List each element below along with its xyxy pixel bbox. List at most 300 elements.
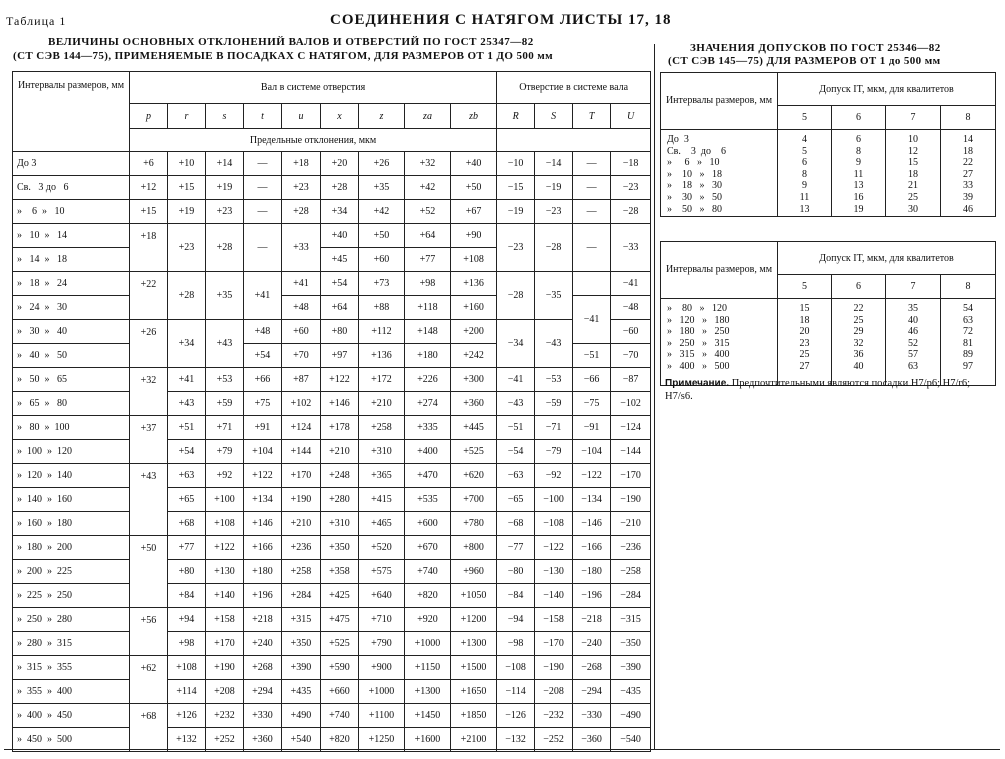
cell-u: +70 (282, 344, 321, 368)
column-header-U: U (611, 104, 651, 129)
cell-r: +68 (168, 512, 206, 536)
cell-zb: +136 (451, 272, 497, 296)
tolerance-value: 27 (799, 360, 810, 372)
cell-z: +1100 (359, 704, 405, 728)
cell-za: +274 (405, 392, 451, 416)
cell-S: −43 (535, 320, 573, 368)
cell-r: +54 (168, 440, 206, 464)
cell-x: +740 (321, 704, 359, 728)
cell-zb: +2100 (451, 728, 497, 752)
cell-za: +64 (405, 224, 451, 248)
cell-za: +98 (405, 272, 451, 296)
row-range: » 225 » 250 (13, 584, 130, 608)
cell-r: +41 (168, 368, 206, 392)
cell-u: +23 (282, 176, 321, 200)
cell-S: −252 (535, 728, 573, 752)
tolerance-column-6 (832, 299, 886, 386)
cell-zb: +90 (451, 224, 497, 248)
cell-s: +208 (206, 680, 244, 704)
cell-T: — (573, 200, 611, 224)
cell-p: +62 (130, 656, 168, 704)
cell-R: −28 (497, 272, 535, 320)
cell-t: +134 (244, 488, 282, 512)
cell-R: −80 (497, 560, 535, 584)
cell-x: +425 (321, 584, 359, 608)
tolerance-value: 39 (963, 191, 973, 203)
cell-S: −232 (535, 704, 573, 728)
row-range: » 80 » 100 (13, 416, 130, 440)
cell-R: −132 (497, 728, 535, 752)
cell-S: −158 (535, 608, 573, 632)
cell-S: −71 (535, 416, 573, 440)
cell-z: +310 (359, 440, 405, 464)
cell-u: +210 (282, 512, 321, 536)
column-header-T: T (573, 104, 611, 129)
cell-s: +190 (206, 656, 244, 680)
grade-7: 7 (886, 275, 941, 299)
column-header-z: z (359, 104, 405, 129)
cell-z: +112 (359, 320, 405, 344)
tolerance-value: 81 (963, 337, 973, 349)
cell-za: +77 (405, 248, 451, 272)
cell-u: +18 (282, 152, 321, 176)
cell-u: +48 (282, 296, 321, 320)
tolerance-value: 16 (853, 191, 864, 203)
cell-zb: +780 (451, 512, 497, 536)
cell-T: −240 (573, 632, 611, 656)
cell-U: −144 (611, 440, 651, 464)
cell-z: +258 (359, 416, 405, 440)
cell-zb: +1650 (451, 680, 497, 704)
cell-s: +158 (206, 608, 244, 632)
tolerance-value: 9 (856, 157, 861, 169)
cell-za: +180 (405, 344, 451, 368)
cell-s: +79 (206, 440, 244, 464)
cell-s: +100 (206, 488, 244, 512)
tolerance-value: 22 (963, 157, 973, 169)
cell-r: +126 (168, 704, 206, 728)
cell-U: −315 (611, 608, 651, 632)
cell-z: +73 (359, 272, 405, 296)
cell-R: −43 (497, 392, 535, 416)
tolerance-value: 89 (963, 349, 973, 361)
column-header-p: p (130, 104, 168, 129)
tolerance-column-8 (941, 130, 996, 217)
cell-T: −360 (573, 728, 611, 752)
cell-R: −63 (497, 464, 535, 488)
cell-z: +172 (359, 368, 405, 392)
row-range: » 24 » 30 (13, 296, 130, 320)
cell-z: +42 (359, 200, 405, 224)
cell-x: +146 (321, 392, 359, 416)
shaft-system-header: Вал в системе отверстия (130, 72, 497, 104)
tolerance-value: 25 (908, 191, 918, 203)
row-range: » 18 » 24 (13, 272, 130, 296)
cell-u: +490 (282, 704, 321, 728)
tolerance-column-7 (886, 130, 941, 217)
cell-U: −210 (611, 512, 651, 536)
row-range: » 180 » 200 (13, 536, 130, 560)
cell-t: — (244, 152, 282, 176)
cell-U: −41 (611, 272, 651, 296)
tolerance-value: 63 (963, 314, 973, 326)
cell-U: −350 (611, 632, 651, 656)
tolerance-value: 12 (908, 145, 918, 157)
cell-t: +66 (244, 368, 282, 392)
cell-U: −170 (611, 464, 651, 488)
cell-za: +1150 (405, 656, 451, 680)
cell-r: +28 (168, 272, 206, 320)
cell-R: −126 (497, 704, 535, 728)
cell-zb: +1050 (451, 584, 497, 608)
cell-z: +35 (359, 176, 405, 200)
cell-zb: +108 (451, 248, 497, 272)
cell-T: −122 (573, 464, 611, 488)
cell-zb: +620 (451, 464, 497, 488)
cell-S: −140 (535, 584, 573, 608)
cell-U: −87 (611, 368, 651, 392)
cell-T: −134 (573, 488, 611, 512)
cell-s: +170 (206, 632, 244, 656)
cell-zb: +525 (451, 440, 497, 464)
cell-s: +53 (206, 368, 244, 392)
cell-T: −146 (573, 512, 611, 536)
cell-x: +350 (321, 536, 359, 560)
tolerance-value: 6 (802, 157, 807, 169)
cell-za: +32 (405, 152, 451, 176)
cell-r: +98 (168, 632, 206, 656)
cell-zb: +445 (451, 416, 497, 440)
cell-za: +470 (405, 464, 451, 488)
tolerance-value: 40 (853, 360, 864, 372)
cell-za: +1000 (405, 632, 451, 656)
cell-R: −54 (497, 440, 535, 464)
row-range: » 315 » 355 (13, 656, 130, 680)
tolerance-value: 18 (908, 168, 918, 180)
tolerance-value: 57 (908, 349, 918, 361)
cell-t: +54 (244, 344, 282, 368)
cell-z: +710 (359, 608, 405, 632)
cell-u: +350 (282, 632, 321, 656)
cell-r: +84 (168, 584, 206, 608)
cell-U: −28 (611, 200, 651, 224)
cell-U: −236 (611, 536, 651, 560)
cell-za: +52 (405, 200, 451, 224)
cell-T: −196 (573, 584, 611, 608)
cell-x: +820 (321, 728, 359, 752)
cell-z: +640 (359, 584, 405, 608)
tolerance-value: 5 (802, 145, 807, 157)
cell-u: +28 (282, 200, 321, 224)
intervals-header: Интервалы размеров, мм (661, 73, 778, 130)
cell-za: +335 (405, 416, 451, 440)
cell-U: −23 (611, 176, 651, 200)
cell-z: +465 (359, 512, 405, 536)
row-range: » 250 » 280 (13, 608, 130, 632)
cell-zb: +700 (451, 488, 497, 512)
row-range: » 160 » 180 (13, 512, 130, 536)
tolerance-value: 35 (908, 303, 918, 314)
row-range: » 65 » 80 (13, 392, 130, 416)
cell-T: −218 (573, 608, 611, 632)
tolerance-value: 11 (853, 168, 864, 180)
cell-T (573, 272, 611, 296)
row-range: » 14 » 18 (13, 248, 130, 272)
cell-U: −435 (611, 680, 651, 704)
cell-za: +600 (405, 512, 451, 536)
row-range: » 50 » 65 (13, 368, 130, 392)
cell-R: −114 (497, 680, 535, 704)
tolerance-value: 40 (908, 314, 918, 326)
cell-s: +71 (206, 416, 244, 440)
tolerance-value: 29 (853, 326, 864, 338)
cell-s: +19 (206, 176, 244, 200)
cell-t: +122 (244, 464, 282, 488)
column-header-x: x (321, 104, 359, 129)
cell-R: −10 (497, 152, 535, 176)
cell-zb: +50 (451, 176, 497, 200)
cell-x: +358 (321, 560, 359, 584)
cell-U: −33 (611, 224, 651, 272)
cell-za: +920 (405, 608, 451, 632)
tolerance-value: 25 (853, 314, 864, 326)
cell-zb: +1200 (451, 608, 497, 632)
cell-t: — (244, 224, 282, 272)
tolerance-table-1 (660, 72, 996, 217)
cell-t: +240 (244, 632, 282, 656)
cell-S: −92 (535, 464, 573, 488)
cell-T: −294 (573, 680, 611, 704)
cell-x: +475 (321, 608, 359, 632)
cell-u: +41 (282, 272, 321, 296)
cell-zb: +1850 (451, 704, 497, 728)
range-list (661, 130, 778, 217)
bottom-border (4, 749, 1000, 750)
grade-7: 7 (886, 106, 941, 130)
row-range: » 100 » 120 (13, 440, 130, 464)
cell-u: +144 (282, 440, 321, 464)
cell-S: −35 (535, 272, 573, 320)
cell-z: +210 (359, 392, 405, 416)
cell-z: +1000 (359, 680, 405, 704)
tolerance-value: 9 (802, 180, 807, 192)
deviations-header-blank (497, 129, 651, 152)
cell-s: +232 (206, 704, 244, 728)
column-header-u: u (282, 104, 321, 129)
cell-x: +280 (321, 488, 359, 512)
row-range: » 355 » 400 (13, 680, 130, 704)
tolerance-value: 8 (856, 145, 861, 157)
cell-T: −75 (573, 392, 611, 416)
cell-za: +740 (405, 560, 451, 584)
tolerance-value: 22 (853, 303, 864, 314)
cell-r: +34 (168, 320, 206, 368)
grade-5: 5 (778, 106, 832, 130)
cell-x: +40 (321, 224, 359, 248)
cell-r: +10 (168, 152, 206, 176)
cell-U: −490 (611, 704, 651, 728)
cell-x: +97 (321, 344, 359, 368)
tolerance-value: 4 (802, 134, 807, 145)
range-item: » 80 » 120 (667, 303, 727, 314)
cell-T: −51 (573, 344, 611, 368)
tolerance-value: 30 (908, 203, 918, 215)
cell-zb: +242 (451, 344, 497, 368)
cell-u: +390 (282, 656, 321, 680)
column-header-s: s (206, 104, 244, 129)
cell-U: −124 (611, 416, 651, 440)
cell-s: +252 (206, 728, 244, 752)
row-range: » 6 » 10 (13, 200, 130, 224)
cell-t: +180 (244, 560, 282, 584)
cell-T: −180 (573, 560, 611, 584)
cell-S: −122 (535, 536, 573, 560)
cell-t: — (244, 176, 282, 200)
tolerance-value: 15 (799, 303, 810, 314)
note-label: Примечание. (665, 378, 730, 389)
cell-U: −48 (611, 296, 651, 320)
cell-p: +32 (130, 368, 168, 416)
cell-za: +42 (405, 176, 451, 200)
cell-z: +60 (359, 248, 405, 272)
cell-U: −540 (611, 728, 651, 752)
cell-zb: +40 (451, 152, 497, 176)
cell-S: −108 (535, 512, 573, 536)
cell-T: −104 (573, 440, 611, 464)
cell-z: +900 (359, 656, 405, 680)
cell-za: +226 (405, 368, 451, 392)
cell-u: +124 (282, 416, 321, 440)
row-range: » 140 » 160 (13, 488, 130, 512)
cell-t: +91 (244, 416, 282, 440)
range-item: » 180 » 250 (667, 326, 730, 338)
tolerance-value: 54 (963, 303, 973, 314)
cell-u: +33 (282, 224, 321, 272)
cell-s: +92 (206, 464, 244, 488)
tolerance-value: 8 (802, 168, 807, 180)
cell-t: +330 (244, 704, 282, 728)
range-item: » 18 » 30 (667, 180, 722, 192)
cell-T: — (573, 152, 611, 176)
grade-8: 8 (941, 275, 996, 299)
cell-r: +63 (168, 464, 206, 488)
cell-x: +178 (321, 416, 359, 440)
cell-U: −70 (611, 344, 651, 368)
cell-u: +60 (282, 320, 321, 344)
cell-p: +26 (130, 320, 168, 368)
row-range: » 120 » 140 (13, 464, 130, 488)
cell-zb: +800 (451, 536, 497, 560)
cell-z: +575 (359, 560, 405, 584)
tolerance-value: 15 (908, 157, 918, 169)
range-item: » 6 » 10 (667, 157, 720, 169)
range-list (661, 299, 778, 386)
cell-zb: +360 (451, 392, 497, 416)
cell-za: +118 (405, 296, 451, 320)
grade-5: 5 (778, 275, 832, 299)
cell-r: +77 (168, 536, 206, 560)
cell-za: +400 (405, 440, 451, 464)
cell-t: +218 (244, 608, 282, 632)
cell-T: −166 (573, 536, 611, 560)
cell-S: −190 (535, 656, 573, 680)
cell-u: +315 (282, 608, 321, 632)
cell-R: −77 (497, 536, 535, 560)
cell-T: — (573, 224, 611, 272)
tolerance-value: 25 (799, 349, 810, 361)
cell-T: −91 (573, 416, 611, 440)
cell-u: +102 (282, 392, 321, 416)
cell-r: +51 (168, 416, 206, 440)
cell-t: +48 (244, 320, 282, 344)
cell-p: +68 (130, 704, 168, 752)
cell-s: +43 (206, 320, 244, 368)
cell-t: — (244, 200, 282, 224)
cell-R: −41 (497, 368, 535, 392)
cell-r: +80 (168, 560, 206, 584)
cell-p: +43 (130, 464, 168, 536)
column-header-r: r (168, 104, 206, 129)
cell-x: +45 (321, 248, 359, 272)
cell-s: +23 (206, 200, 244, 224)
cell-x: +310 (321, 512, 359, 536)
grade-6: 6 (832, 106, 886, 130)
tolerance-value: 27 (963, 168, 973, 180)
range-item: » 50 » 80 (667, 203, 722, 215)
cell-s: +28 (206, 224, 244, 272)
intervals-header: Интервалы размеров, мм (661, 242, 778, 299)
tolerance-value: 14 (963, 134, 973, 145)
cell-x: +20 (321, 152, 359, 176)
cell-za: +820 (405, 584, 451, 608)
cell-R: −98 (497, 632, 535, 656)
cell-zb: +67 (451, 200, 497, 224)
cell-T: −66 (573, 368, 611, 392)
cell-R: −84 (497, 584, 535, 608)
cell-r: +114 (168, 680, 206, 704)
range-item: » 315 » 400 (667, 349, 730, 361)
cell-r: +65 (168, 488, 206, 512)
tolerance-value: 18 (963, 145, 973, 157)
tolerance-header: Допуск IT, мкм, для квалитетов (778, 73, 996, 106)
cell-S: −19 (535, 176, 573, 200)
cell-x: +248 (321, 464, 359, 488)
cell-p: +56 (130, 608, 168, 656)
column-header-zb: zb (451, 104, 497, 129)
tolerance-column-5 (778, 130, 832, 217)
cell-r: +19 (168, 200, 206, 224)
cell-t: +146 (244, 512, 282, 536)
cell-p: +15 (130, 200, 168, 224)
cell-zb: +960 (451, 560, 497, 584)
cell-S: −28 (535, 224, 573, 272)
cell-R: −65 (497, 488, 535, 512)
grade-8: 8 (941, 106, 996, 130)
cell-R: −68 (497, 512, 535, 536)
tolerance-value: 23 (799, 337, 810, 349)
cell-r: +23 (168, 224, 206, 272)
cell-R: −15 (497, 176, 535, 200)
tolerance-column-7 (886, 299, 941, 386)
cell-z: +790 (359, 632, 405, 656)
cell-T: −268 (573, 656, 611, 680)
column-header-R: R (497, 104, 535, 129)
cell-z: +1250 (359, 728, 405, 752)
range-item: » 120 » 180 (667, 314, 730, 326)
note (665, 377, 995, 403)
tolerance-value: 46 (908, 326, 918, 338)
tolerance-value: 63 (908, 360, 918, 372)
